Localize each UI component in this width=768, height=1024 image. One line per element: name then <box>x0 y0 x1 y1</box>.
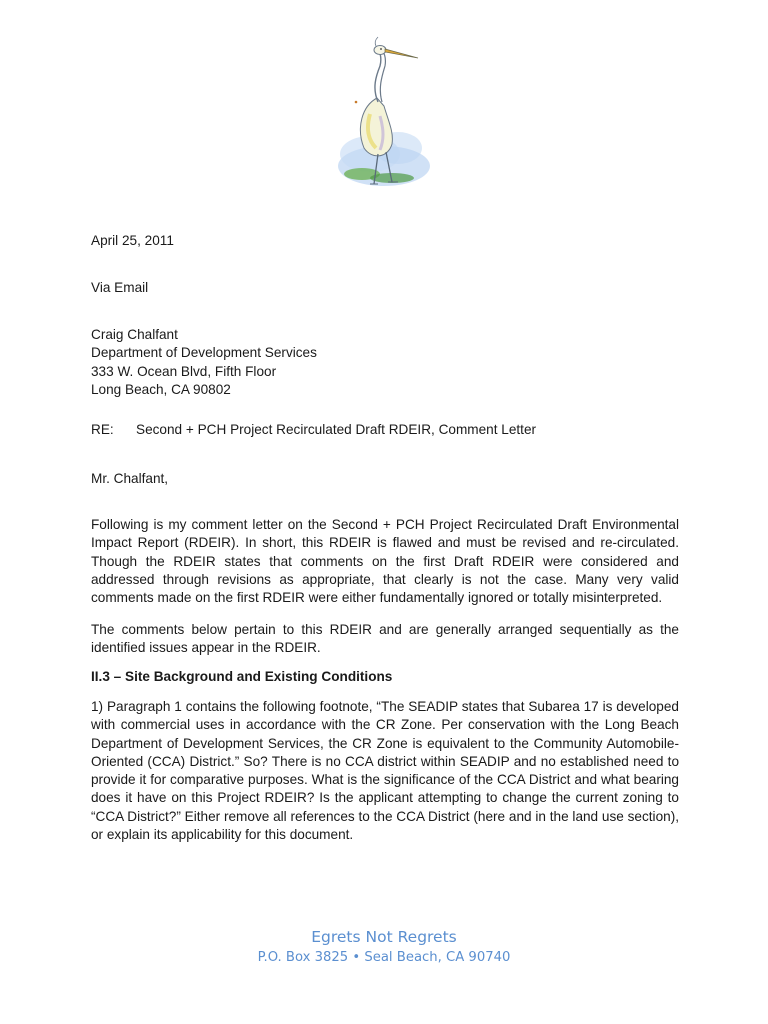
salutation: Mr. Chalfant, <box>91 471 169 486</box>
subject-label: RE: <box>91 422 114 437</box>
body-paragraph-1: Following is my comment letter on the Second + PCH Project Recirculated Draft Environmental Impact Report (RDEIR). In short, this RDEIR is flawed and must be revised and re-circulated. Though the RDEIR states that comments on the first Draft RDEIR were considered and addressed through revisions as appropriate, that clearly is not the case. Many very valid comments made on the first RDEIR were either fundamentally ignored or totally misinterpreted. <box>91 517 679 606</box>
recipient-city: Long Beach, CA 90802 <box>91 381 231 397</box>
delivery-method: Via Email <box>91 280 149 295</box>
recipient-name: Craig Chalfant <box>91 327 178 342</box>
footer-address: P.O. Box 3825 • Seal Beach, CA 90740 <box>257 950 511 965</box>
subject-text: Second + PCH Project Recirculated Draft RDEIR, Comment Letter <box>136 422 537 437</box>
body-paragraph-2: The comments below pertain to this RDEIR and are generally arranged sequentially as the identified issues appear in the RDEIR. <box>91 622 679 656</box>
section-heading: II.3 – Site Background and Existing Conditions <box>91 669 393 684</box>
body-paragraph-3: 1) Paragraph 1 contains the following footnote, “The SEADIP states that Subarea 17 is developed with commercial uses in accordance with the CR Zone. Per conservation with the Long Beach Department of Development Services, the CR Zone is equivalent to the Community Automobile-Oriented (CCA) District.” So? There is no CCA district within SEADIP and no established need to provide it for comparative purposes. What is the significance of the CCA District and what bearing does it have on this Project RDEIR? Is the applicant attempting to change the current zoning to “CCA District?” Either remove all references to the CCA District (here and in the land use section), or explain its applicability for this document. <box>91 699 679 843</box>
letter-date: April 25, 2011 <box>91 233 174 248</box>
egret-logo-icon <box>322 36 432 196</box>
subject-line <box>91 421 679 439</box>
recipient-department: Department of Development Services <box>91 345 317 361</box>
recipient-address <box>91 326 679 399</box>
footer-organization: Egrets Not Regrets <box>311 928 457 946</box>
recipient-street: 333 W. Ocean Blvd, Fifth Floor <box>91 363 277 379</box>
